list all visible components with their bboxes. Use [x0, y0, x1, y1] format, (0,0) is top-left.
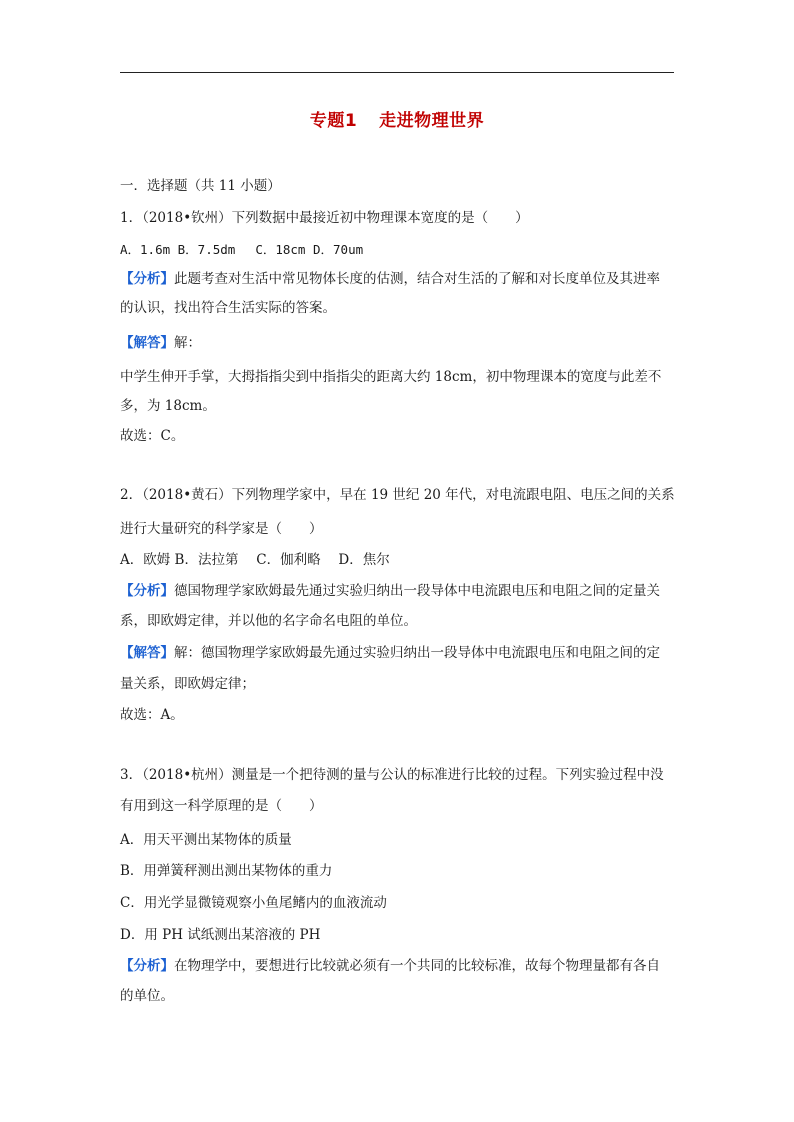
q3-analysis-line-2: 的单位。	[120, 988, 174, 1004]
q3-stem-line-2: 有用到这一科学原理的是（ ）	[120, 798, 323, 814]
q1-options: A．1.6m B．7.5dm C．18cm D．70um	[120, 242, 364, 257]
q3-option-a: A．用天平测出某物体的质量	[120, 832, 292, 848]
q2-analysis-line-1: 【分析】德国物理学家欧姆最先通过实验归纳出一段导体中电流跟电压和电阻之间的定量关	[120, 583, 660, 599]
q2-options: A．欧姆 B．法拉第 C．伽利略 D．焦尔	[120, 552, 390, 568]
q1-analysis-line-2: 的认识，找出符合生活实际的答案。	[120, 300, 336, 316]
q1-body-line-2: 多，为 18cm。	[120, 398, 216, 414]
title-text: 走进物理世界	[379, 111, 485, 131]
q2-analysis-line-2: 系，即欧姆定律，并以他的名字命名电阻的单位。	[120, 613, 417, 629]
q2-stem-line-2: 进行大量研究的科学家是（ ）	[120, 521, 323, 537]
title-number: 专题1	[309, 111, 358, 131]
analysis-tag: 【分析】	[120, 958, 174, 974]
q2-answer-line-2: 量关系，即欧姆定律；	[120, 676, 255, 692]
q1-choice: 故选：C。	[120, 428, 185, 444]
page-title	[0, 106, 794, 131]
answer-tag: 【解答】	[120, 645, 174, 661]
q1-body-line-1: 中学生伸开手掌，大拇指指尖到中指指尖的距离大约 18cm，初中物理课本的宽度与此差不	[120, 369, 662, 385]
q2-answer-line-1: 【解答】解：德国物理学家欧姆最先通过实验归纳出一段导体中电流跟电压和电阻之间的定	[120, 645, 660, 661]
answer-tag: 【解答】	[120, 335, 174, 351]
q1-answer-line-1: 【解答】解：	[120, 335, 201, 351]
q1-analysis-line-1: 【分析】此题考查对生活中常见物体长度的估测，结合对生活的了解和对长度单位及其进率	[120, 271, 660, 287]
q3-stem-line-1: 3．（2018•杭州）测量是一个把待测的量与公认的标准进行比较的过程。下列实验过程中没	[120, 767, 664, 783]
header-rule	[120, 72, 674, 73]
section-heading: 一．选择题（共 11 小题）	[120, 178, 281, 194]
q1-stem: 1．（2018•钦州）下列数据中最接近初中物理课本宽度的是（ ）	[120, 210, 529, 226]
q3-option-b: B．用弹簧秤测出测出某物体的重力	[120, 863, 333, 879]
q2-stem-line-1: 2．（2018•黄石）下列物理学家中，早在 19 世纪 20 年代，对电流跟电阻、电压之间的关系	[120, 487, 675, 503]
q3-option-d: D．用 PH 试纸测出某溶液的 PH	[120, 927, 321, 943]
q3-option-c: C．用光学显微镜观察小鱼尾鳍内的血液流动	[120, 895, 387, 911]
analysis-tag: 【分析】	[120, 583, 174, 599]
q2-choice: 故选：A。	[120, 707, 184, 723]
q3-analysis-line-1: 【分析】在物理学中，要想进行比较就必须有一个共同的比较标准，故每个物理量都有各自	[120, 958, 660, 974]
analysis-tag: 【分析】	[120, 271, 174, 287]
